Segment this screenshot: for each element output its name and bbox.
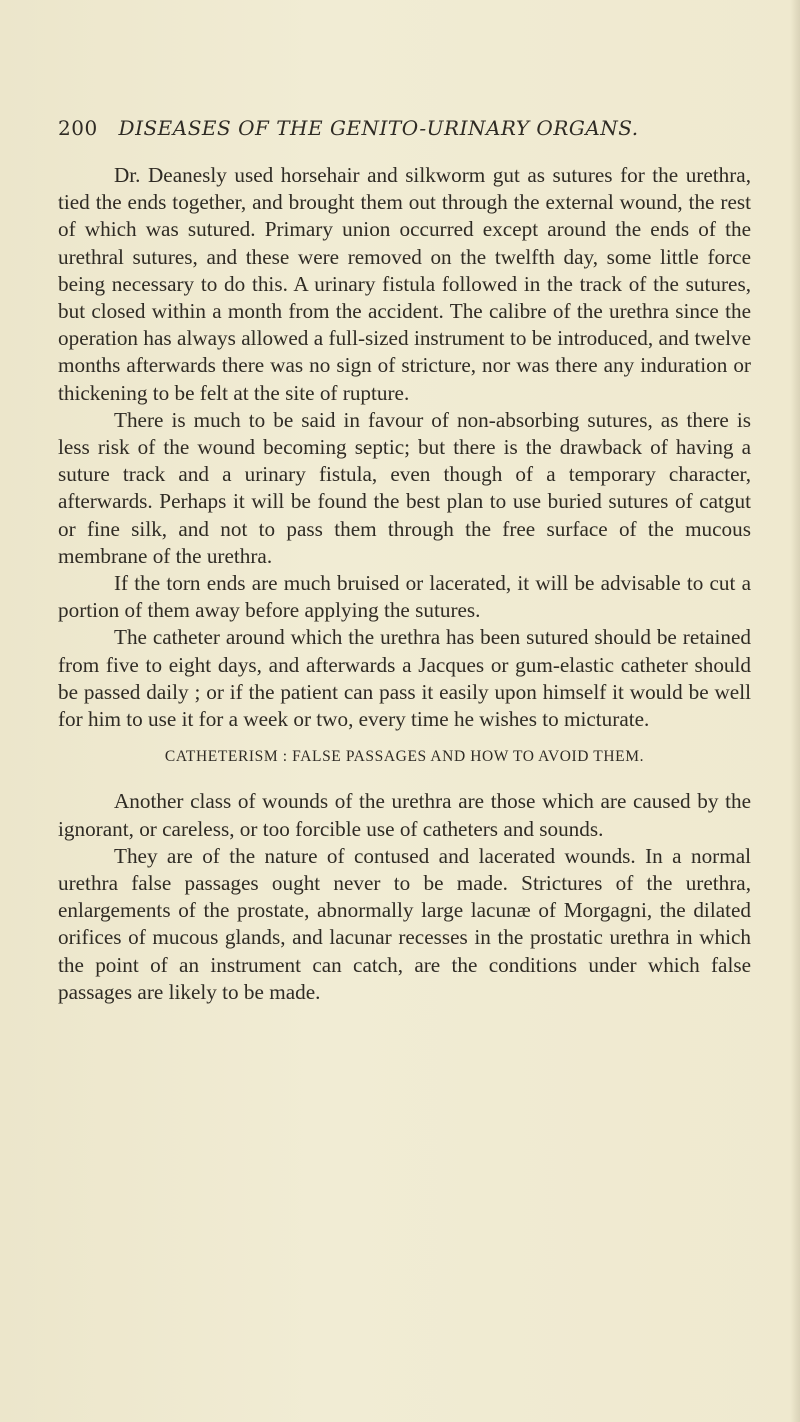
page-number: 200	[58, 116, 98, 140]
paragraph-catheter-retention: The catheter around which the urethra has been sutured should be retained from five to eight days, and afterwards a Jacques or gum-elastic catheter should be passed daily ; or if the patient can pass it easily upon himself it would be well for him to use it for a week or two, every time he wishes to micturate.	[58, 625, 751, 732]
paragraph-wound-class: Another class of wounds of the urethra are those which are caused by the ignorant, or careless, or too forcible use of catheters and sounds.	[58, 789, 751, 841]
running-head	[58, 116, 758, 140]
body-text	[58, 162, 751, 1006]
page-edge-shadow	[790, 0, 800, 1422]
paragraph-deanesly-sutures: Dr. Deanesly used horsehair and silkworm gut as sutures for the urethra, tied the ends together, and brought them out through the external wound, the rest of which was sutured. Primary union occurred except around the ends of the urethral sutures, and these were removed on the twelfth day, some little force being necessary to do this. A urinary fistula followed in the track of the sutures, but closed within a month from the accident. The calibre of the urethra since the operation has always allowed a full-sized instrument to be introduced, and twelve months afterwards there was no sign of stricture, nor was there any induration or thickening to be felt at the site of rupture.	[58, 163, 751, 405]
paragraph-non-absorbing-sutures: There is much to be said in favour of non-absorbing sutures, as there is less risk of the wound becoming septic; but there is the drawback of having a suture track and a urinary fistula, even though of a temporary character, afterwards. Perhaps it will be found the best plan to use buried sutures of catgut or fine silk, and not to pass them through the free surface of the mucous membrane of the urethra.	[58, 407, 751, 568]
running-head-title: DISEASES OF THE GENITO-URINARY ORGANS.	[118, 116, 639, 140]
section-heading: CATHETERISM : FALSE PASSAGES AND HOW TO AVOID THEM.	[164, 748, 645, 766]
paragraph-torn-ends: If the torn ends are much bruised or lacerated, it will be advisable to cut a portion of them away before applying the sutures.	[58, 571, 751, 623]
paragraph-false-passages: They are of the nature of contused and lacerated wounds. In a normal urethra false passages ought never to be made. Strictures of the urethra, enlargements of the prostate, abnormally large lacunæ of Morgagni, the dilated orifices of mucous glands, and lacunar recesses in the prostatic urethra in which the point of an instrument can catch, are the conditions under which false passages are likely to be made.	[58, 843, 751, 1004]
